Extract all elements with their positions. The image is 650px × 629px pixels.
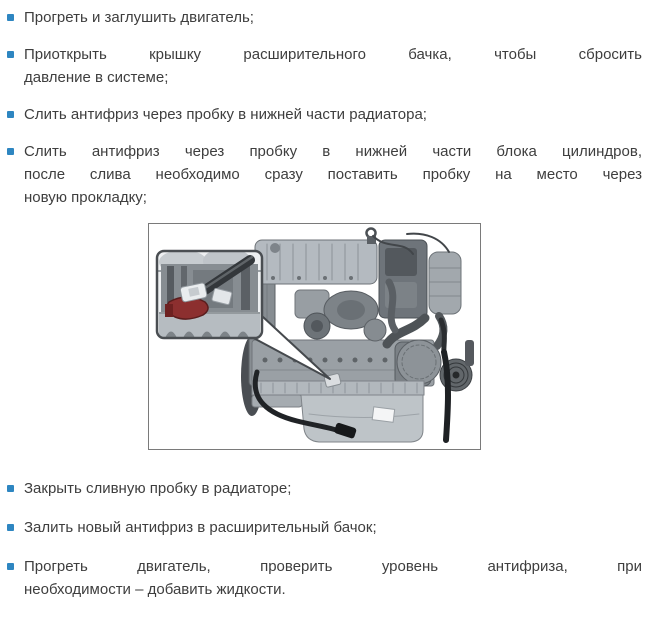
- list-item-text-line: Приоткрыть крышку расширительного бачка, чтобы сбросить: [24, 46, 642, 63]
- list-item-text-line: давление в системе;: [24, 69, 169, 86]
- bullet-square-icon: [7, 51, 14, 58]
- list-item: [7, 103, 642, 126]
- list-item-text-line: Прогреть и заглушить двигатель;: [24, 9, 254, 26]
- bullet-square-icon: [7, 485, 14, 492]
- procedure-list-bottom: [0, 477, 650, 601]
- list-item-text-line: Слить антифриз через пробку в нижней части радиатора;: [24, 106, 427, 123]
- bullet-square-icon: [7, 111, 14, 118]
- label-tag: [372, 407, 394, 422]
- list-item: [7, 477, 642, 500]
- list-item-text-line: Залить новый антифриз в расширительный бачок;: [24, 519, 377, 536]
- list-item-text-line: Прогреть двигатель, проверить уровень антифриза, при: [24, 558, 642, 575]
- list-item: [7, 6, 642, 29]
- engine-photo: [149, 224, 480, 449]
- bullet-square-icon: [7, 14, 14, 21]
- list-item-text-line: Закрыть сливную пробку в радиаторе;: [24, 480, 292, 497]
- list-item-text-line: после слива необходимо сразу поставить пробку на место через: [24, 166, 642, 183]
- oil-filler-cap: [270, 243, 280, 253]
- list-item-text-line: необходимости – добавить жидкости.: [24, 581, 286, 598]
- engine-figure-frame: [148, 223, 481, 450]
- inset-detail: [157, 248, 262, 338]
- list-item-text-line: Слить антифриз через пробку в нижней части блока цилиндров,: [24, 143, 642, 160]
- list-item: [7, 555, 642, 601]
- list-item: [7, 516, 642, 539]
- list-item: [7, 43, 642, 89]
- bullet-square-icon: [7, 524, 14, 531]
- list-item-text-line: новую прокладку;: [24, 189, 147, 206]
- procedure-list-top: [0, 6, 650, 209]
- bullet-square-icon: [7, 148, 14, 155]
- bullet-square-icon: [7, 563, 14, 570]
- list-item: [7, 140, 642, 209]
- engine-figure: [148, 223, 481, 450]
